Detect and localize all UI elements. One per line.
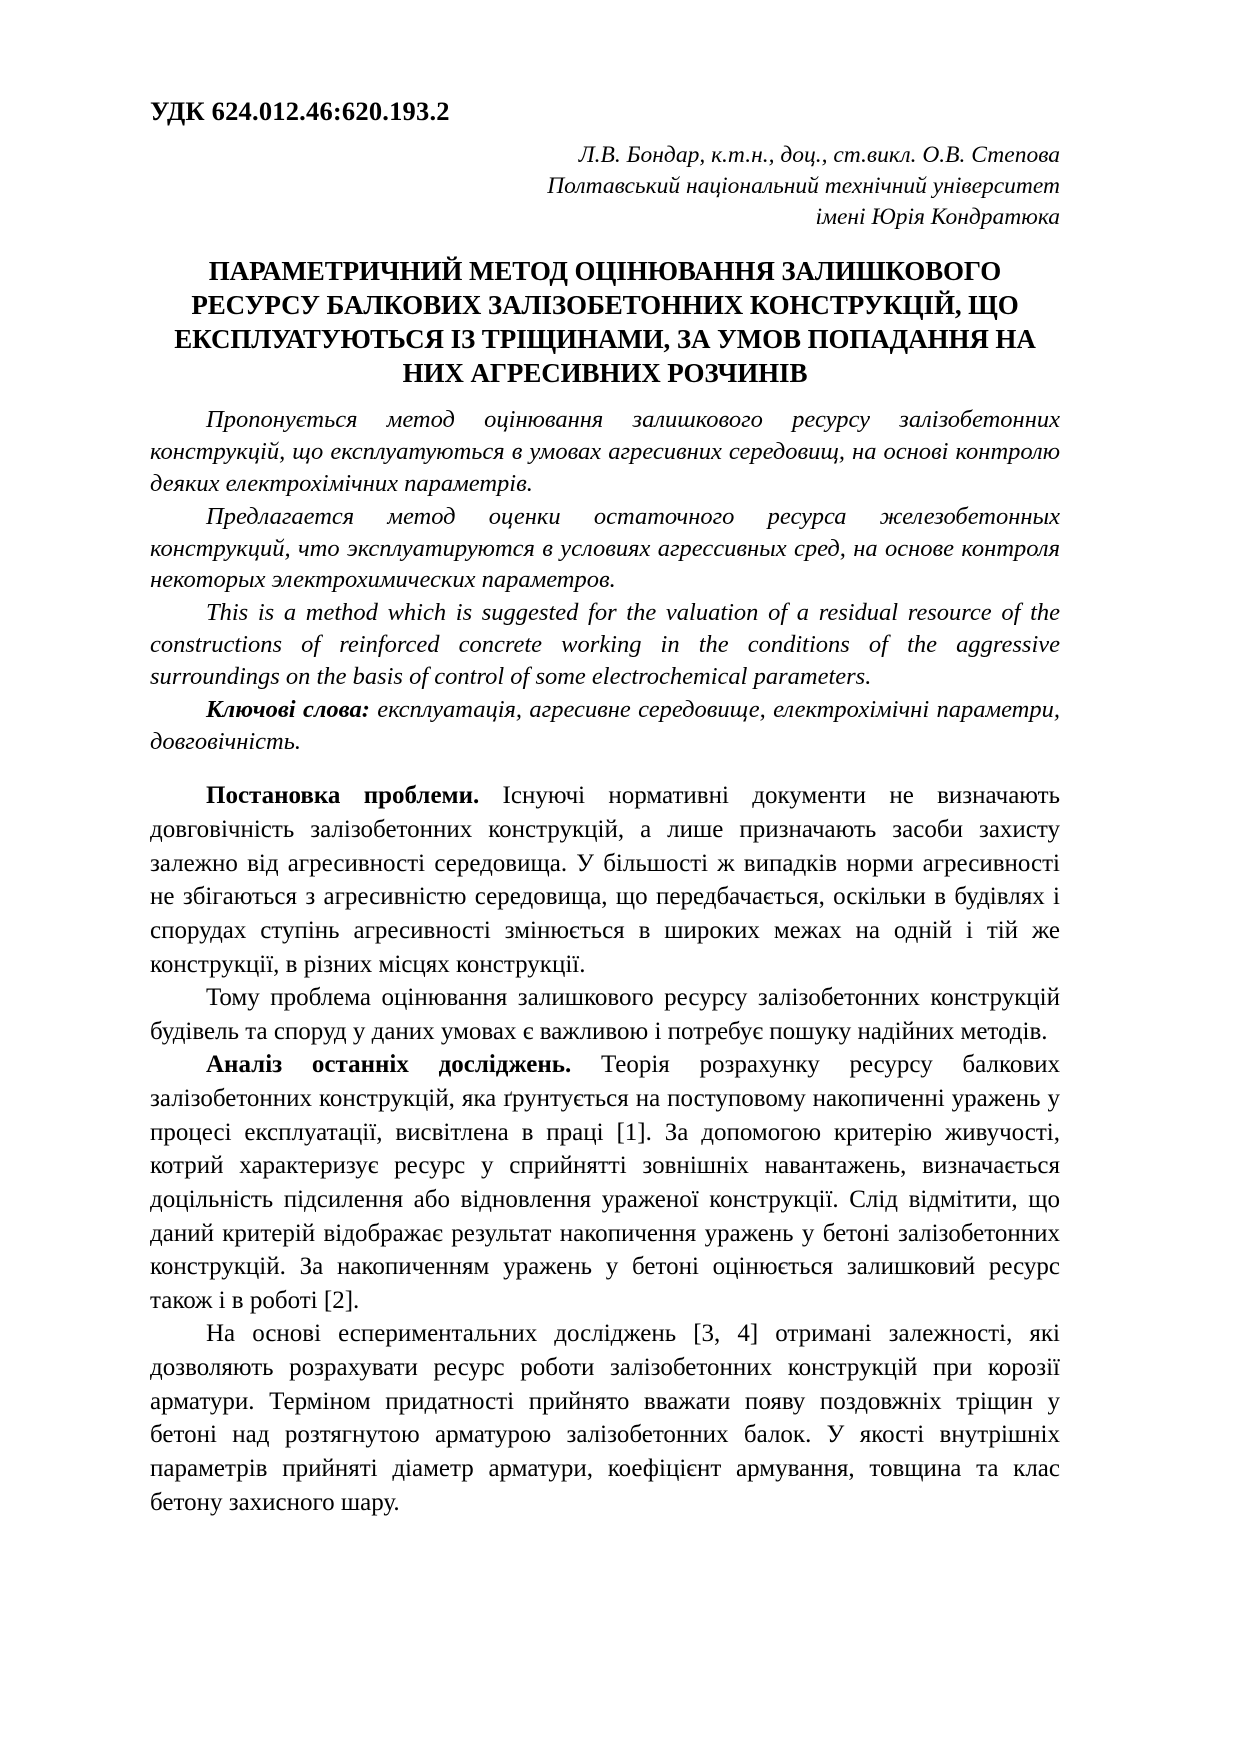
abstract-ukrainian: Пропонується метод оцінювання залишкового ресурсу залізобетонних конструкцій, що експлуатуються в умовах агресивних середовищ, на основі контролю деяких електрохімічних параметрів. <box>150 406 1060 497</box>
section-problem-statement-continued <box>150 981 1060 1048</box>
title-line-4: НИХ АГРЕСИВНИХ РОЗЧИНІВ <box>402 358 808 389</box>
section-body-problem-statement: Існуючі нормативні документи не визначають довговічність залізобетонних конструкцій, а лише призначають засоби захисту залежно від агресивності середовища. У більшості ж випадків норми агресивності не збігаються з агресивністю середовища, що передбачається, оскільки в будівлях і спорудах ступінь агресивності змінюється в широких межах на одній і тій же конструкції, в різних місцях конструкції. <box>150 782 1060 978</box>
section-heading-problem-statement: Постановка проблеми. <box>206 782 480 810</box>
section-heading-analysis: Аналіз останніх досліджень. <box>206 1051 572 1079</box>
keywords-block <box>150 694 1060 758</box>
abstract-russian: Предлагается метод оценки остаточного ресурса железобетонных конструкций, что эксплуатируются в условиях агрессивных сред, на основе контроля некоторых электрохимических параметров. <box>150 502 1060 594</box>
udc-code: УДК 624.012.46:620.193.2 <box>150 96 450 126</box>
section-body-problem-continued: Тому проблема оцінювання залишкового ресурсу залізобетонних конструкцій будівель та споруд у даних умовах є важливою і потребує пошуку надійних методів. <box>150 984 1060 1045</box>
author-affiliation-block <box>150 140 1060 232</box>
section-body-analysis-continued: На основі еспериментальних досліджень [3, 4] отримані залежності, які дозволяють розрахувати ресурс роботи залізобетонних конструкцій при корозії арматури. Терміном придатності прийнято вважати появу поздовжніх тріщин у бетоні над розтягнутою арматурою залізобетонних балок. У якості внутрішніх параметрів прийняті діаметр арматури, коефіцієнт армування, товщина та клас бетону захисного шару. <box>150 1320 1060 1516</box>
title-line-1: ПАРАМЕТРИЧНИЙ МЕТОД ОЦІНЮВАННЯ ЗАЛИШКОВОГО <box>208 256 1002 287</box>
section-analysis-continued <box>150 1317 1060 1519</box>
page-title <box>150 254 1060 390</box>
keywords-text: експлуатація, агресивне середовище, електрохімічні параметри, довговічність. <box>150 695 1060 755</box>
author-names: Л.В. Бондар, к.т.н., доц., ст.викл. О.В. Степова <box>578 142 1060 169</box>
section-problem-statement <box>150 779 1060 981</box>
title-line-3: ЕКСПЛУАТУЮТЬСЯ ІЗ ТРІЩИНАМИ, ЗА УМОВ ПОПАДАННЯ НА <box>174 324 1036 355</box>
title-line-2: РЕСУРСУ БАЛКОВИХ ЗАЛІЗОБЕТОННИХ КОНСТРУКЦІЙ, ЩО <box>191 290 1019 321</box>
affiliation-line-1: Полтавський національний технічний університет <box>547 173 1060 200</box>
affiliation-line-2: імені Юрія Кондратюка <box>815 203 1060 230</box>
section-body-analysis: Теорія розрахунку ресурсу балкових залізобетонних конструкцій, яка ґрунтується на поступовому накопиченні уражень у процесі експлуатації, висвітлена в праці [1]. За допомогою критерію живучості, котрий характеризує ресурс у сприйнятті зовнішніх навантажень, визначається доцільність підсилення або відновлення ураженої конструкції. Слід відмітити, що даний критерій відображає результат накопичення уражень у бетоні залізобетонних конструкцій. За накопиченням уражень у бетоні оцінюється залишковий ресурс також і в роботі [2]. <box>150 1051 1060 1314</box>
keywords-label: Ключові слова: <box>206 695 370 723</box>
abstract-english: This is a method which is suggested for the valuation of a residual resource of the constructions of reinforced concrete working in the conditions of the aggressive surroundings on the basis of control of some electrochemical parameters. <box>150 599 1060 690</box>
section-analysis-of-research <box>150 1048 1060 1317</box>
